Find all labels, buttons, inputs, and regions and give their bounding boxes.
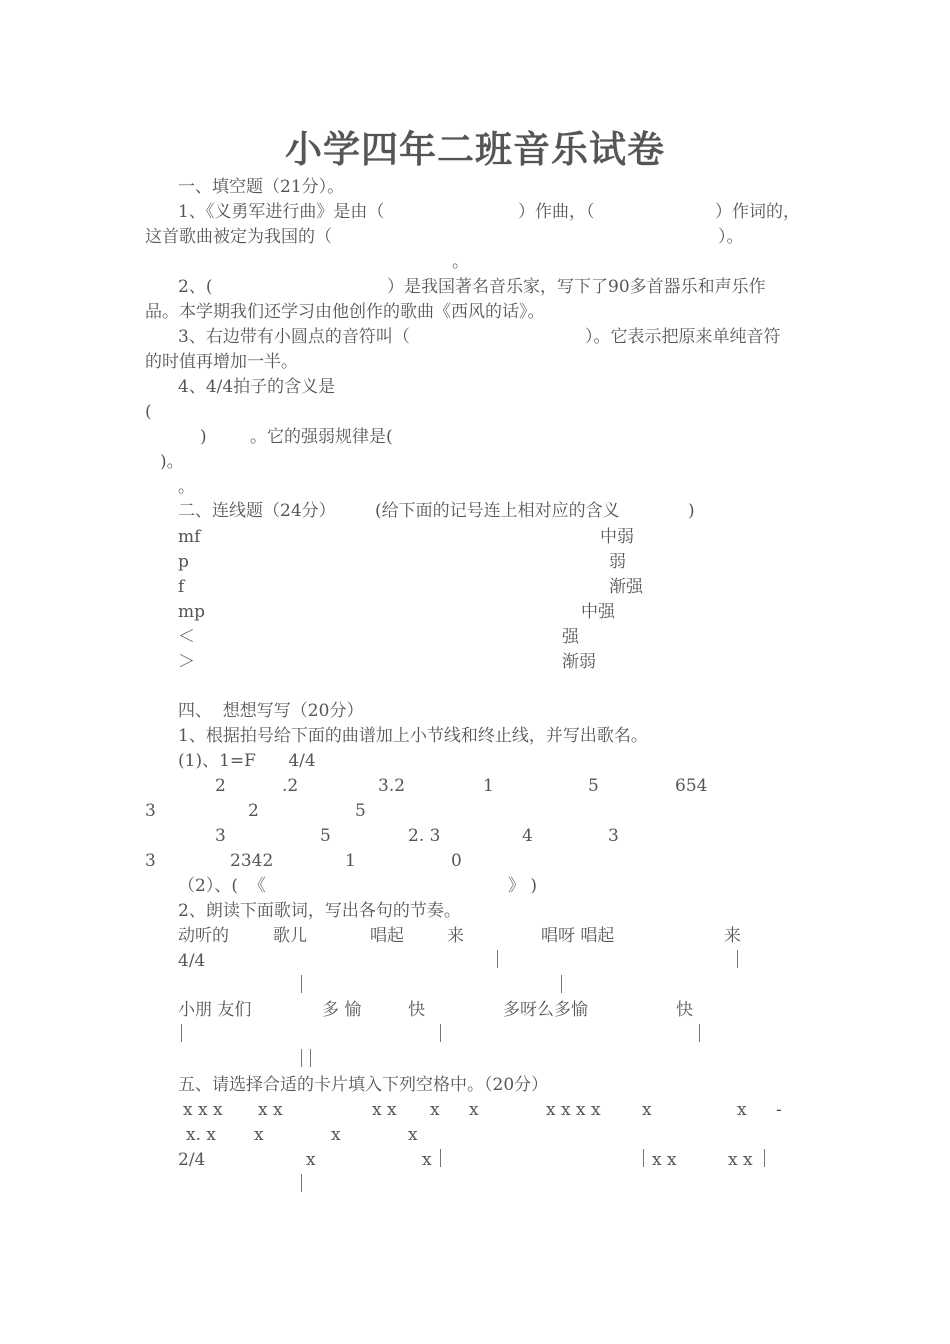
card-rhythm: x xyxy=(430,1100,440,1120)
card-rhythm: x. x xyxy=(186,1125,216,1145)
q2-text-b: ）是我国著名音乐家，写下了90多首器乐和声乐作 xyxy=(387,277,766,297)
s5-note: x x xyxy=(652,1150,677,1170)
section-2-note: (给下面的记号连上相对应的含义 xyxy=(375,501,620,521)
symbol-left-item: ＞ xyxy=(178,652,195,672)
s5-note: x x xyxy=(728,1150,753,1170)
s4-q1: 1、根据拍号给下面的曲谱加上小节线和终止线，并写出歌名。 xyxy=(178,726,648,746)
meaning-right-item: 中弱 xyxy=(600,527,634,547)
s5-note: x xyxy=(422,1150,432,1170)
page-title: 小学四年二班音乐试卷 xyxy=(285,127,665,171)
score-note: 1 xyxy=(483,776,494,796)
s4-p1-head: (1)、1=F 4/4 xyxy=(178,751,316,771)
meaning-right-item: 中强 xyxy=(581,602,615,622)
lyric-word: 来 xyxy=(447,926,464,946)
section-2-note-close: ) xyxy=(688,501,695,521)
lyric-beat: 4/4 xyxy=(178,951,206,971)
lyric-word: 快 xyxy=(408,1000,425,1020)
lyric-word: 小朋 友们 xyxy=(178,1000,252,1020)
q4-text-c: ) xyxy=(200,427,207,447)
card-rhythm: x xyxy=(469,1100,479,1120)
symbol-left-item: f xyxy=(178,577,185,597)
q1-dot: 。 xyxy=(452,252,469,272)
q3-text-b: ）。它表示把原来单纯音符 xyxy=(585,327,781,347)
s5-beat: 2/4 xyxy=(178,1150,206,1170)
meaning-right-item: 强 xyxy=(562,627,579,647)
q4-text-b: ( xyxy=(145,402,152,422)
score-note: 5 xyxy=(355,801,366,821)
card-rhythm: x x xyxy=(372,1100,397,1120)
bar-line xyxy=(440,1149,441,1167)
bar-line xyxy=(181,1024,182,1042)
end-bar-line xyxy=(310,1049,311,1067)
lyric-word: 动听的 xyxy=(178,926,229,946)
score-note: 654 xyxy=(675,776,708,796)
q1-text-e: ）。 xyxy=(718,227,744,247)
end-bar-line xyxy=(301,1049,302,1067)
score-note: 2342 xyxy=(230,851,274,871)
bar-line xyxy=(699,1024,700,1042)
symbol-left-item: mp xyxy=(178,602,206,622)
card-rhythm: - xyxy=(776,1100,782,1120)
section-2-heading: 二、连线题（24分） xyxy=(178,501,336,521)
score-note: 0 xyxy=(451,851,462,871)
lyric-word: 多呀么多愉 xyxy=(503,1000,588,1020)
score-note: 2 xyxy=(248,801,259,821)
bar-line xyxy=(301,1174,302,1192)
s4-p2-b: 》 ) xyxy=(508,876,538,896)
symbol-left-item: ＜ xyxy=(178,627,195,647)
lyric-word: 唱呀 唱起 xyxy=(541,926,615,946)
bar-line xyxy=(497,950,498,968)
card-rhythm: x xyxy=(737,1100,747,1120)
q2-text-a: 2、( xyxy=(178,277,213,297)
card-rhythm: x x x xyxy=(183,1100,223,1120)
q4-text-e: )。 xyxy=(160,452,184,472)
s4-p2-a: （2）、( 《 xyxy=(178,876,266,896)
score-note: 2. 3 xyxy=(408,826,441,846)
q3-text-a: 3、右边带有小圆点的音符叫（ xyxy=(178,327,410,347)
lyric-word: 唱起 xyxy=(370,926,404,946)
score-note: 3.2 xyxy=(378,776,406,796)
symbol-left-item: mf xyxy=(178,527,201,547)
meaning-right-item: 弱 xyxy=(609,552,626,572)
bar-line xyxy=(440,1024,441,1042)
card-rhythm: x xyxy=(254,1125,264,1145)
score-note: 1 xyxy=(345,851,356,871)
bar-line xyxy=(301,975,302,993)
lyric-word: 歌儿 xyxy=(273,926,307,946)
score-note: 3 xyxy=(215,826,226,846)
card-rhythm: x xyxy=(331,1125,341,1145)
card-rhythm: x x x x xyxy=(546,1100,601,1120)
q4-text-a: 4、4/4拍子的含义是 xyxy=(178,377,336,397)
section-4-heading: 四、 想想写写（20分） xyxy=(178,701,364,721)
score-note: 5 xyxy=(320,826,331,846)
q1-text-a: 1、《义勇军进行曲》是由（ xyxy=(178,202,385,222)
q1-text-b: ）作曲，（ xyxy=(518,202,595,222)
score-note: 3 xyxy=(145,801,156,821)
q3-text-c: 的时值再增加一半。 xyxy=(145,352,298,372)
q1-text-c: ）作词的， xyxy=(715,202,800,222)
card-rhythm: x xyxy=(408,1125,418,1145)
q1-text-d: 这首歌曲被定为我国的（ xyxy=(145,227,332,247)
q2-text-c: 品。本学期我们还学习由他创作的歌曲《西风的话》。 xyxy=(145,302,545,322)
q4-dot: 。 xyxy=(178,477,195,497)
q4-text-d: 。它的强弱规律是( xyxy=(250,427,393,447)
section-1-heading: 一、填空题（21分）。 xyxy=(178,177,345,197)
card-rhythm: x xyxy=(642,1100,652,1120)
bar-line xyxy=(561,975,562,993)
card-rhythm: x x xyxy=(258,1100,283,1120)
meaning-right-item: 渐强 xyxy=(609,577,643,597)
lyric-word: 多 愉 xyxy=(322,1000,362,1020)
lyric-word: 快 xyxy=(676,1000,693,1020)
lyric-word: 来 xyxy=(724,926,741,946)
score-note: 3 xyxy=(608,826,619,846)
symbol-left-item: p xyxy=(178,552,189,572)
section-5-heading: 五、请选择合适的卡片填入下列空格中。（20分） xyxy=(178,1075,549,1095)
s5-note: x xyxy=(306,1150,316,1170)
score-note: 4 xyxy=(522,826,533,846)
bar-line xyxy=(737,950,738,968)
s4-q2: 2、朗读下面歌词，写出各句的节奏。 xyxy=(178,901,461,921)
score-note: 3 xyxy=(145,851,156,871)
score-note: .2 xyxy=(282,776,299,796)
bar-line xyxy=(764,1149,765,1167)
meaning-right-item: 渐弱 xyxy=(562,652,596,672)
score-note: 2 xyxy=(215,776,226,796)
score-note: 5 xyxy=(588,776,599,796)
bar-line xyxy=(643,1149,644,1167)
